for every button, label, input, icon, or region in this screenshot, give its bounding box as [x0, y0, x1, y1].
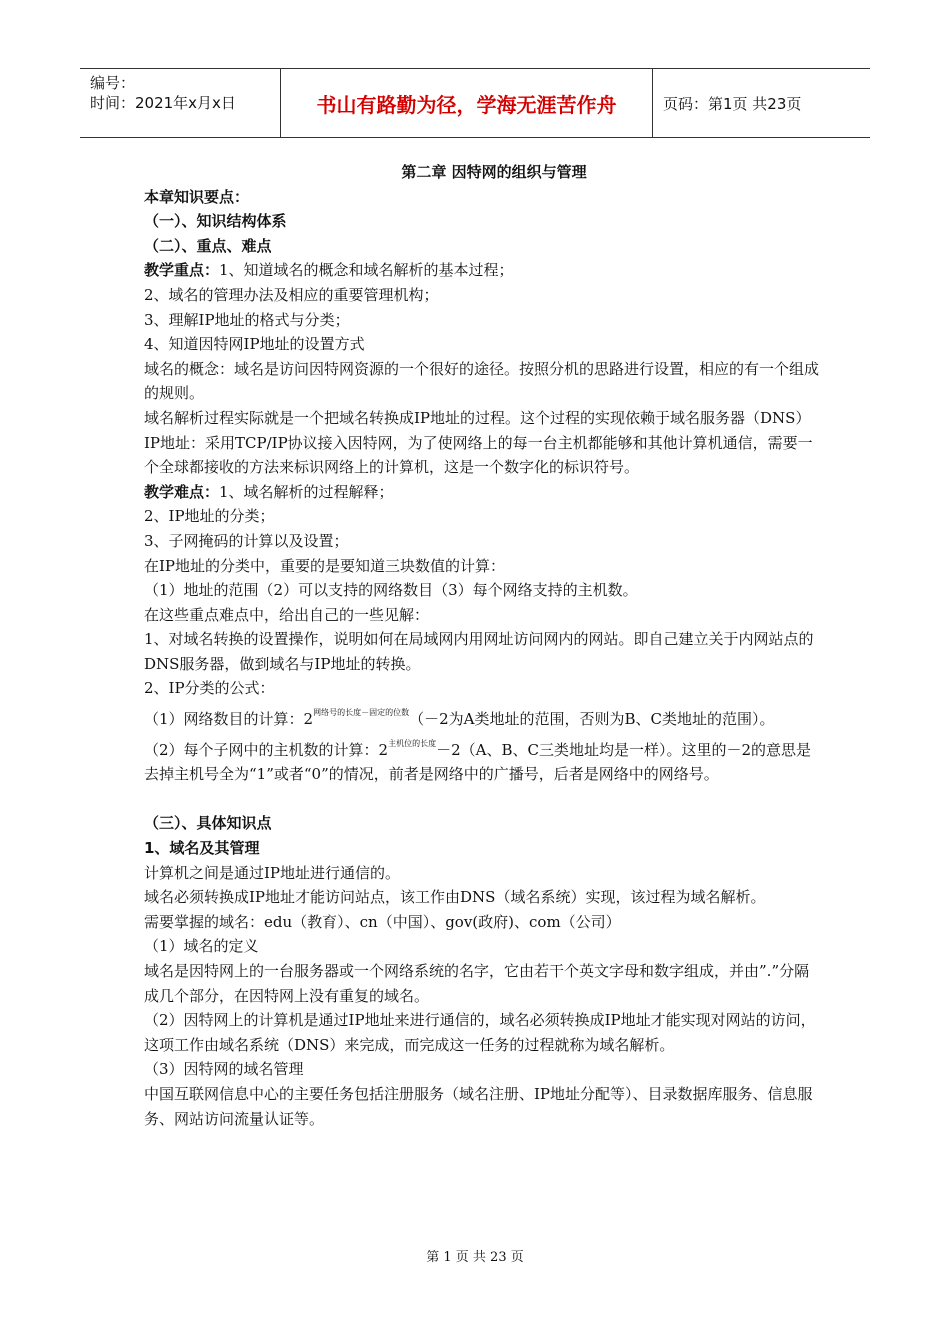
formula-superscript: 网络号的长度－固定的位数: [313, 708, 410, 718]
header-table: [80, 68, 870, 138]
paragraph: 2、IP地址的分类；: [144, 507, 275, 526]
paragraph-text: 1、域名解析的过程解释；: [219, 482, 394, 501]
paragraph-text: 1、知道域名的概念和域名解析的基本过程；: [219, 261, 514, 280]
paragraph: 3、子网掩码的计算以及设置；: [144, 531, 349, 550]
formula-superscript: 主机位的长度: [388, 738, 437, 748]
paragraph: 3、理解IP地址的格式与分类；: [144, 310, 350, 329]
formula-text: （－2为A类地址的范围，否则为B、C类地址的范围）。: [409, 710, 775, 729]
header-page-label: 页码：第1页 共23页: [663, 94, 802, 113]
paragraph: 域名是因特网上的一台服务器或一个网络系统的名字，它由若干个英文字母和数字组成，并由”.”分隔成几个部分，在因特网上没有重复的域名。: [144, 962, 810, 1005]
paragraph: 在IP地址的分类中，重要的是要知道三块数值的计算：: [144, 556, 506, 575]
section-heading: （二）、重点、难点: [144, 236, 272, 255]
paragraph: 计算机之间是通过IP地址进行通信的。: [144, 863, 401, 882]
section-heading: （一）、知识结构体系: [144, 212, 287, 231]
label-teaching-focus: 教学重点：: [144, 261, 220, 280]
paragraph: 1、对域名转换的设置操作，说明如何在局域网内用网址访问网内的网站。即自己建立关于内网站点的DNS服务器，做到域名与IP地址的转换。: [144, 630, 814, 673]
page-footer: 第 1 页 共 23 页: [426, 1250, 524, 1265]
paragraph: 中国互联网信息中心的主要任务包括注册服务（域名注册、IP地址分配等）、目录数据库服务、信息服务、网站访问流量认证等。: [144, 1084, 813, 1128]
label-teaching-difficulty: 教学难点：: [144, 482, 220, 501]
header-motto: 书山有路勤为径，学海无涯苦作舟: [280, 69, 653, 137]
formula-paragraph: [144, 701, 824, 732]
paragraph: （3）因特网的域名管理: [144, 1060, 304, 1079]
paragraph: 2、IP分类的公式：: [144, 679, 275, 698]
formula-paragraph: [144, 732, 824, 787]
formula-text: －2（A、B、C三类地址均是一样）。这里的－2的意思是去掉主机号全为“1”或者“0”的情况，前者是网络中的广播号，后者是网络中的网络号。: [144, 740, 812, 784]
formula-text: （2）每个子网中的主机数的计算：2: [144, 740, 389, 759]
paragraph: 域名必须转换成IP地址才能访问站点，该工作由DNS（域名系统）实现，该过程为域名解析。: [144, 888, 766, 907]
paragraph: 在这些重点难点中，给出自己的一些见解：: [144, 605, 430, 624]
chapter-title: 第二章 因特网的组织与管理: [401, 163, 587, 181]
section-heading: 1、域名及其管理: [144, 839, 260, 858]
blank-line: [144, 787, 824, 812]
paragraph: （1）域名的定义: [144, 937, 259, 956]
paragraph: [144, 258, 824, 283]
paragraph: 需要掌握的域名：edu（教育）、cn（中国）、gov(政府)、com（公司）: [144, 912, 621, 931]
paragraph: （2）因特网上的计算机是通过IP地址来进行通信的，域名必须转换成IP地址才能实现对网站的访问，这项工作由域名系统（DNS）来完成，而完成这一任务的过程就称为域名解析。: [144, 1011, 816, 1054]
paragraph: （1）地址的范围（2）可以支持的网络数目（3）每个网络支持的主机数。: [144, 581, 638, 600]
document-body: [144, 160, 824, 1131]
paragraph: [144, 480, 824, 505]
formula-text: （1）网络数目的计算：2: [144, 710, 314, 729]
paragraph: 2、域名的管理办法及相应的重要管理机构；: [144, 285, 439, 304]
header-left-cell: [80, 69, 280, 137]
paragraph: 4、知道因特网IP地址的设置方式: [144, 335, 365, 354]
paragraph: IP地址：采用TCP/IP协议接入因特网，为了使网络上的每一台主机都能够和其他计算机通信，需要一个全球都接收的方法来标识网络上的计算机，这是一个数字化的标识符号。: [144, 433, 813, 477]
document-date-label: 时间：2021年x月x日: [90, 94, 236, 112]
paragraph: 域名的概念：域名是访问因特网资源的一个很好的途径。按照分机的思路进行设置，相应的有一个组成的规则。: [144, 359, 820, 403]
section-heading: 本章知识要点：: [144, 187, 250, 206]
paragraph: 域名解析过程实际就是一个把域名转换成IP地址的过程。这个过程的实现依赖于域名服务器（DNS）: [144, 408, 811, 427]
section-heading: （三）、具体知识点: [144, 814, 272, 833]
document-number-label: 编号：: [90, 74, 136, 92]
